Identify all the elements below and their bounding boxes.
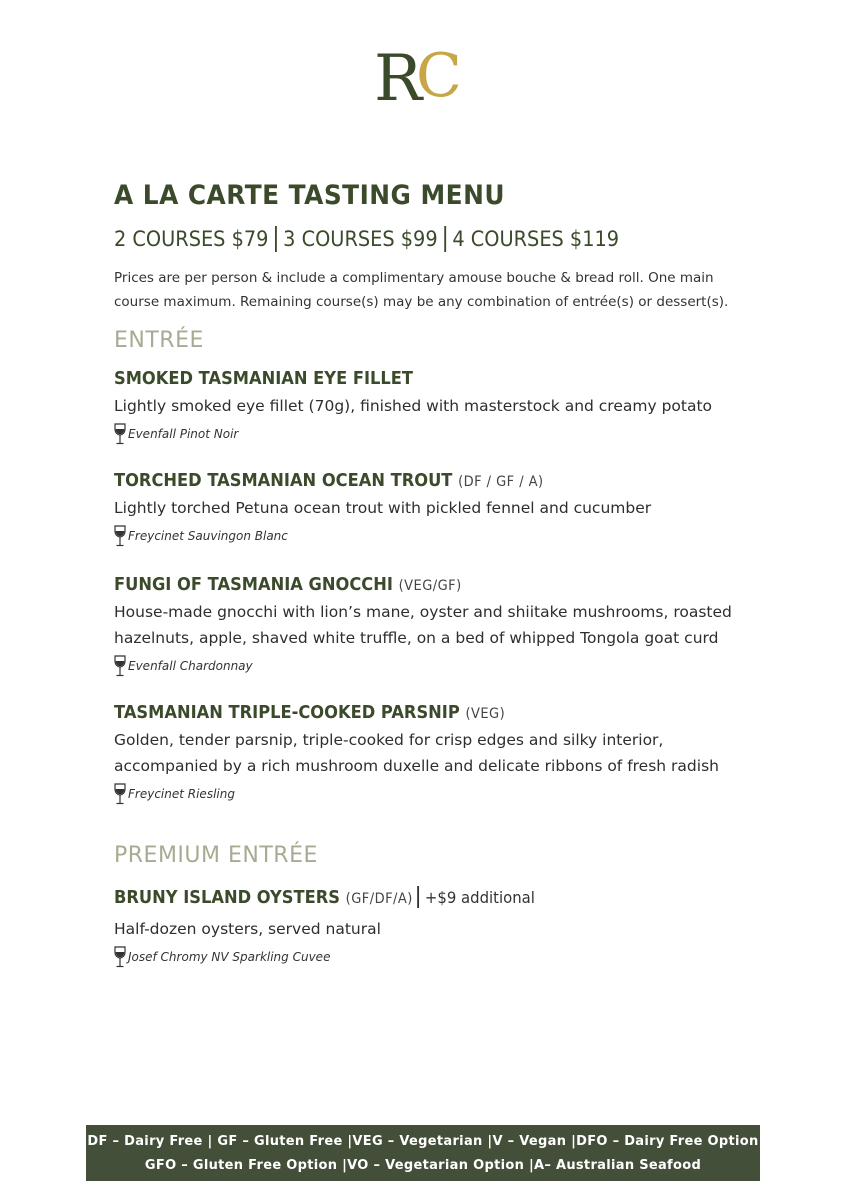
wine-glass-icon — [114, 423, 126, 445]
menu-item — [114, 575, 754, 677]
menu-item — [114, 369, 754, 445]
price-2-courses: 2 COURSES $79 — [114, 227, 269, 251]
wine-name: Freycinet Sauvingon Blanc — [128, 529, 288, 543]
wine-name: Freycinet Riesling — [128, 787, 235, 801]
menu-item — [114, 886, 754, 968]
item-title: FUNGI OF TASMANIA GNOCCHI — [114, 575, 393, 595]
wine-pairing — [114, 946, 754, 968]
wine-name: Evenfall Chardonnay — [128, 659, 253, 673]
logo-letter-c: C — [416, 41, 462, 111]
menu-item — [114, 471, 754, 547]
item-description: Golden, tender parsnip, triple-cooked for crisp edges and silky interior, accompanied by a rich mushroom duxelle and delicate ribbons of fresh radish — [114, 731, 719, 775]
item-name — [114, 369, 709, 389]
wine-name: Josef Chromy NV Sparkling Cuvee — [128, 950, 331, 964]
legend-line: DF – Dairy Free | GF – Gluten Free |VEG – Vegetarian |V – Vegan |DFO – Dairy Free Option — [87, 1134, 759, 1149]
surcharge: +$9 additional — [424, 888, 535, 907]
item-description: Lightly torched Petuna ocean trout with pickled fennel and cucumber — [114, 499, 652, 517]
divider — [444, 226, 446, 252]
item-title: TORCHED TASMANIAN OCEAN TROUT — [114, 471, 453, 491]
section-heading-entree: ENTRÉE — [114, 328, 204, 353]
wine-pairing — [114, 423, 754, 445]
section-heading-premium-entree: PREMIUM ENTRÉE — [114, 843, 318, 868]
wine-pairing — [114, 783, 754, 805]
item-name — [114, 886, 709, 908]
item-description: Half-dozen oysters, served natural — [114, 920, 381, 938]
dietary-legend — [86, 1125, 760, 1181]
item-title: SMOKED TASMANIAN EYE FILLET — [114, 369, 413, 389]
menu-item — [114, 703, 754, 805]
wine-glass-icon — [114, 655, 126, 677]
item-description: Lightly smoked eye fillet (70g), finished with masterstock and creamy potato — [114, 397, 713, 415]
dietary-tags: (VEG) — [465, 706, 506, 722]
rc-logo — [372, 38, 474, 118]
price-4-courses: 4 COURSES $119 — [452, 227, 620, 251]
item-description: House-made gnocchi with lion’s mane, oyster and shiitake mushrooms, roasted hazelnuts, apple, shaved white truffle, on a bed of whipped Tongola goat curd — [114, 603, 732, 647]
item-name — [114, 471, 709, 491]
item-name — [114, 703, 709, 723]
wine-glass-icon — [114, 783, 126, 805]
logo-letter-r: R — [374, 42, 423, 116]
wine-pairing — [114, 525, 754, 547]
divider — [417, 886, 419, 908]
divider — [275, 226, 277, 252]
wine-glass-icon — [114, 946, 126, 968]
price-3-courses: 3 COURSES $99 — [283, 227, 438, 251]
item-title: BRUNY ISLAND OYSTERS — [114, 888, 341, 908]
dietary-tags: (DF / GF / A) — [458, 474, 544, 490]
dietary-tags: (GF/DF/A) — [345, 891, 413, 907]
wine-name: Evenfall Pinot Noir — [128, 427, 239, 441]
item-name — [114, 575, 709, 595]
legend-line: GFO – Gluten Free Option |VO – Vegetarian Option |A– Australian Seafood — [144, 1158, 702, 1173]
course-pricing — [114, 226, 619, 252]
item-title: TASMANIAN TRIPLE-COOKED PARSNIP — [114, 703, 460, 723]
page-title: A LA CARTE TASTING MENU — [114, 180, 505, 211]
wine-glass-icon — [114, 525, 126, 547]
wine-pairing — [114, 655, 754, 677]
pricing-note: Prices are per person & include a complimentary amouse bouche & bread roll. One main course maximum. Remaining course(s) may be any combination of entrée(s) or dessert(s). — [114, 270, 729, 310]
dietary-tags: (VEG/GF) — [398, 578, 462, 594]
